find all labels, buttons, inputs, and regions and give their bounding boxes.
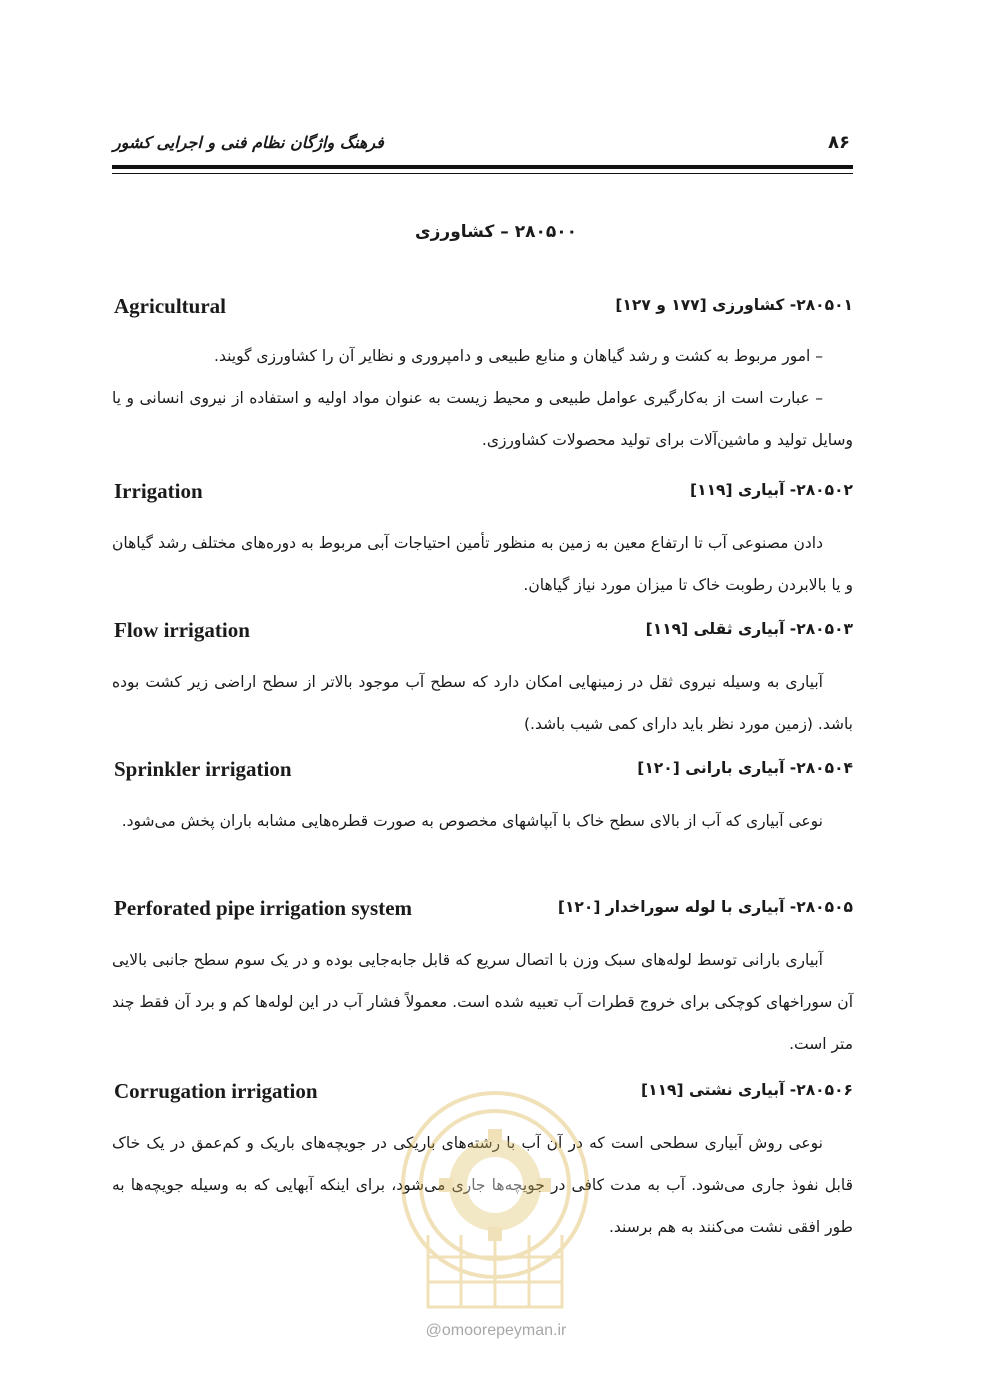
entry-perforated-pipe-irrigation (112, 896, 853, 1065)
page-number: ۸۶ (828, 132, 850, 153)
definition-paragraph: نوعی روش آبیاری سطحی است که در آن آب با رشته‌های باریکی در جویچه‌های باریک و کم‌عمق در یک خاک قابل نفوذ جاری می‌شود. آب به مدت کافی در جویچه‌ها جاری می‌شود، برای اینکه آبهایی که به وسیله جویچه‌ها به طور افقی نشت می‌کنند به هم برسند. (112, 1134, 853, 1236)
running-title: فرهنگ واژگان نظام فنی و اجرایی کشور (113, 133, 384, 152)
term-english: Corrugation irrigation (114, 1079, 318, 1103)
definition-paragraph: – امور مربوط به کشت و رشد گیاهان و منابع طبیعی و دامپروری و نظایر آن را کشاورزی گویند. (214, 347, 823, 365)
term-english: Sprinkler irrigation (114, 757, 292, 781)
entry-sprinkler-irrigation (112, 757, 853, 842)
term-persian: ۲۸۰۵۰۶- آبیاری نشتی [۱۱۹] (641, 1081, 853, 1099)
definition-paragraph: نوعی آبیاری که آب از بالای سطح خاک با آبپاشهای مخصوص به صورت قطره‌هایی مشابه باران پخش می‌شود. (121, 812, 823, 830)
definition-paragraph: آبیاری بارانی توسط لوله‌های سبک وزن با اتصال سریع که قابل جابه‌جایی بوده و در یک سوم سطح جانبی بالایی آن سوراخهای کوچکی برای خروج قطرات آب تعبیه شده است. معمولاً فشار آب در این لوله‌ها کم و برد آن فقط چند متر است. (112, 951, 853, 1053)
entry-head (112, 294, 853, 322)
entry-head (112, 618, 853, 646)
definition-paragraph: آبیاری به وسیله نیروی ثقل در زمینهایی امکان دارد که سطح آب موجود بالاتر از سطح اراضی زیر کشت بوده باشد. (زمین مورد نظر باید دارای کمی شیب باشد.) (112, 673, 853, 733)
section-heading: ۲۸۰۵۰۰ – کشاورزی (415, 222, 577, 242)
term-english: Irrigation (114, 479, 203, 503)
entry-irrigation (112, 479, 853, 606)
term-persian: ۲۸۰۵۰۱- کشاورزی [۱۷۷ و ۱۲۷] (615, 296, 853, 314)
watermark-url: @omoorepeyman.ir (425, 1322, 567, 1339)
entry-head (112, 1079, 853, 1107)
term-english: Flow irrigation (114, 618, 250, 642)
entry-flow-irrigation (112, 618, 853, 745)
term-persian: ۲۸۰۵۰۲- آبیاری [۱۱۹] (690, 481, 853, 499)
term-english: Perforated pipe irrigation system (114, 896, 413, 920)
entry-corrugation-irrigation (112, 1079, 853, 1248)
entry-head (112, 896, 853, 924)
term-english: Agricultural (114, 294, 226, 318)
term-persian: ۲۸۰۵۰۵- آبیاری با لوله سوراخدار [۱۲۰] (557, 898, 853, 916)
term-persian: ۲۸۰۵۰۴- آبیاری بارانی [۱۲۰] (637, 759, 853, 777)
definition-paragraph: دادن مصنوعی آب تا ارتفاع معین به زمین به منظور تأمین احتیاجات آبی مربوط به دوره‌های مختلف رشد گیاهان و یا بالابردن رطوبت خاک تا میزان مورد نیاز گیاهان. (112, 534, 853, 594)
header-rule-thick (112, 165, 853, 169)
definition-paragraph: – عبارت است از به‌کارگیری عوامل طبیعی و محیط زیست به عنوان مواد اولیه و استفاده از نیروی انسانی و یا وسایل تولید و ماشین‌آلات برای تولید محصولات کشاورزی. (112, 389, 853, 449)
term-persian: ۲۸۰۵۰۳- آبیاری ثقلی [۱۱۹] (645, 620, 853, 638)
entry-head (112, 757, 853, 785)
header-rule-thin (112, 173, 853, 174)
entry-head (112, 479, 853, 507)
entry-agricultural (112, 294, 853, 461)
